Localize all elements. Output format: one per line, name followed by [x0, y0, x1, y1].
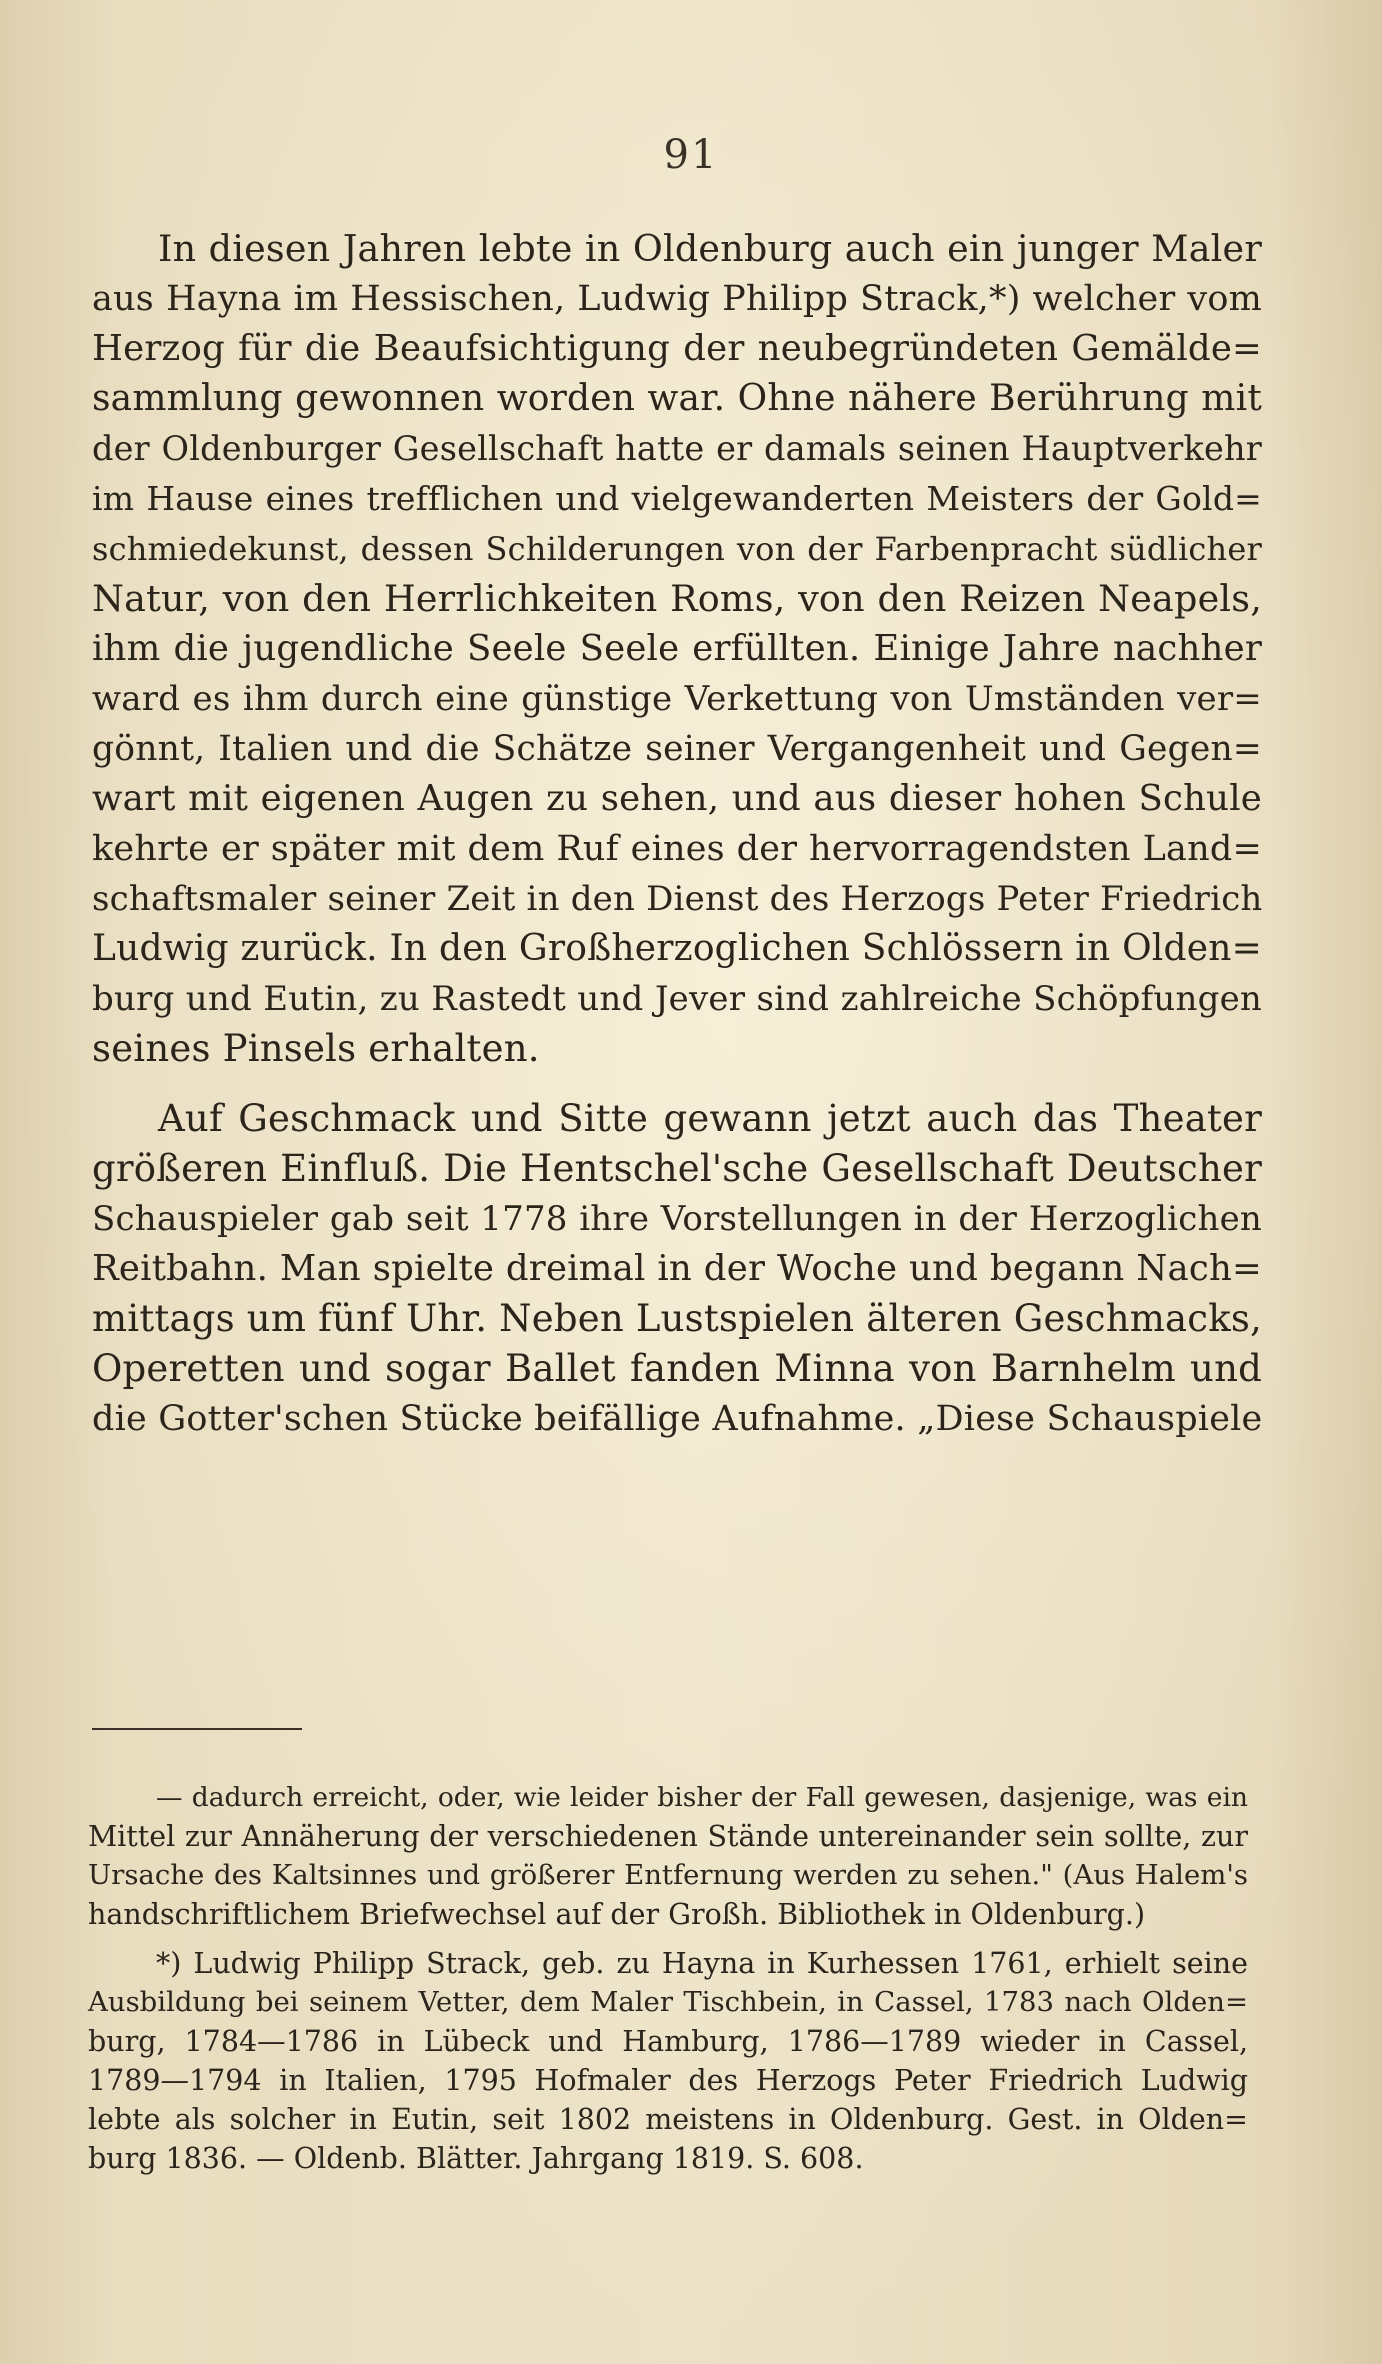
text-line: schmiedekunst, dessen Schilderungen von der Farbenpracht südlicher	[92, 530, 1262, 568]
text-line: In diesen Jahren lebte in Oldenburg auch ein junger Maler	[158, 227, 1262, 270]
text-line: im Hause eines trefflichen und vielgewanderten Meisters der Gold=	[92, 479, 1262, 518]
footnote-line: — dadurch erreicht, oder, wie leider bisher der Fall gewesen, dasjenige, was ein	[156, 1782, 1248, 1813]
text-line: wart mit eigenen Augen zu sehen, und aus dieser hohen Schule	[92, 778, 1262, 819]
paragraph	[92, 224, 1262, 1074]
footnotes	[88, 1778, 1248, 2178]
text-line: Reitbahn. Man spielte dreimal in der Woche und begann Nach=	[92, 1248, 1262, 1289]
paragraph-gap	[92, 1074, 1262, 1094]
text-line: Schauspieler gab seit 1778 ihre Vorstellungen in der Herzoglichen	[92, 1199, 1262, 1239]
footnote-strack	[88, 1944, 1248, 2178]
paragraph	[92, 1094, 1262, 1444]
main-text	[92, 224, 1262, 1444]
footnote-continuation	[88, 1778, 1248, 1934]
text-line: ward es ihm durch eine günstige Verkettung von Umständen ver=	[92, 679, 1262, 719]
text-line: Ludwig zurück. In den Großherzoglichen Schlössern in Olden=	[92, 928, 1262, 969]
text-line: größeren Einfluß. Die Hentschel'sche Gesellschaft Deutscher	[92, 1147, 1262, 1190]
text-line: burg und Eutin, zu Rastedt und Jever sind zahlreiche Schöpfungen	[92, 979, 1262, 1019]
text-line: Operetten und sogar Ballet fanden Minna von Barnhelm und	[92, 1347, 1262, 1390]
text-line: Auf Geschmack und Sitte gewann jetzt auch das Theater	[158, 1097, 1262, 1140]
footnote-line: handschriftlichem Briefwechsel auf der Großh. Bibliothek in Oldenburg.)	[88, 1898, 1146, 1931]
text-line: der Oldenburger Gesellschaft hatte er damals seinen Hauptverkehr	[92, 429, 1262, 468]
text-line: schaftsmaler seiner Zeit in den Dienst des Herzogs Peter Friedrich	[92, 879, 1263, 919]
page-number: 91	[663, 132, 719, 178]
text-line: aus Hayna im Hessischen, Ludwig Philipp Strack,*) welcher vom	[92, 279, 1262, 319]
text-line: mittags um fünf Uhr. Neben Lustspielen älteren Geschmacks,	[92, 1297, 1262, 1340]
text-line: seines Pinsels erhalten.	[92, 1027, 540, 1070]
footnote-line: 1789—1794 in Italien, 1795 Hofmaler des Herzogs Peter Friedrich Ludwig	[88, 2064, 1248, 2097]
footnote-line: lebte als solcher in Eutin, seit 1802 meistens in Oldenburg. Gest. in Olden=	[88, 2103, 1248, 2136]
footnote-line: Ausbildung bei seinem Vetter, dem Maler Tischbein, in Cassel, 1783 nach Olden=	[88, 1986, 1248, 2018]
text-line: die Gotter'schen Stücke beifällige Aufnahme. „Diese Schauspiele	[92, 1399, 1263, 1439]
text-line: Natur, von den Herrlichkeiten Roms, von den Reizen Neapels,	[92, 577, 1262, 620]
footnote-line: burg 1836. — Oldenb. Blätter. Jahrgang 1819. S. 608.	[88, 2142, 864, 2175]
text-line: sammlung gewonnen worden war. Ohne nähere Berührung mit	[92, 378, 1262, 419]
footnote-line: burg, 1784—1786 in Lübeck und Hamburg, 1786—1789 wieder in Cassel,	[88, 2025, 1248, 2058]
text-line: Herzog für die Beaufsichtigung der neubegründeten Gemälde=	[92, 328, 1262, 369]
footnote-gap	[88, 1934, 1248, 1944]
text-line: ihm die jugendliche Seele Seele erfüllten. Einige Jahre nachher	[92, 628, 1262, 669]
text-line: kehrte er später mit dem Ruf eines der hervorragendsten Land=	[92, 829, 1262, 869]
footnote-line: *) Ludwig Philipp Strack, geb. zu Hayna in Kurhessen 1761, erhielt seine	[156, 1947, 1248, 1980]
footnote-line: Mittel zur Annäherung der verschiedenen Stände untereinander sein sollte, zur	[88, 1820, 1248, 1853]
footnote-divider	[92, 1728, 302, 1730]
text-line: gönnt, Italien und die Schätze seiner Vergangenheit und Gegen=	[92, 729, 1262, 769]
footnote-line: Ursache des Kaltsinnes und größerer Entfernung werden zu sehen." (Aus Halem's	[88, 1859, 1248, 1891]
